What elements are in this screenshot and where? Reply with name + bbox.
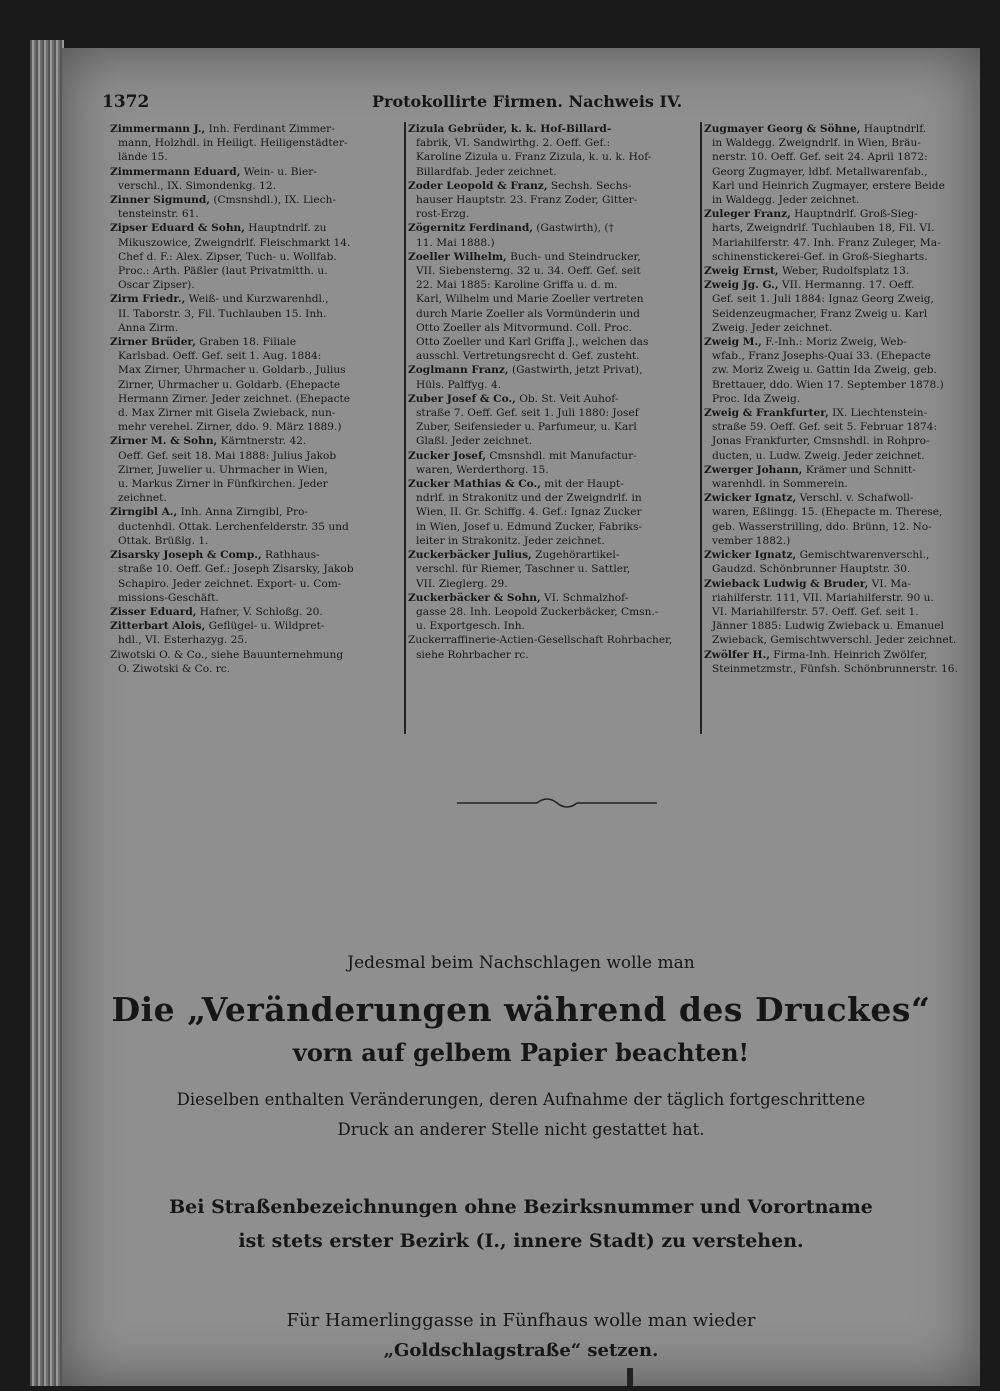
notice-line-5: Druck an anderer Stelle nicht gestattet hat.	[337, 1120, 705, 1139]
firm-name: Zisser Eduard,	[110, 605, 197, 618]
entry-line: mehr verehel. Zirner, ddo. 9. März 1889.)	[118, 421, 342, 434]
directory-entry	[110, 221, 400, 292]
entry-line: Anna Zirm.	[118, 321, 179, 334]
page-number: 1372	[102, 92, 150, 112]
firm-name: Zirner Brüder,	[110, 336, 196, 349]
notice-line-6: Bei Straßenbezeichnungen ohne Bezirksnummer und Vorortname	[169, 1196, 873, 1218]
entry-line: Glaßl. Jeder zeichnet.	[416, 435, 533, 448]
entry-line: warenhdl. in Sommerein.	[712, 478, 848, 491]
entry-line: Seidenzeugmacher, Franz Zweig u. Karl	[712, 307, 928, 320]
entry-text: Ob. St. Veit Auhof-	[515, 392, 619, 405]
page-stack-edge	[30, 40, 64, 1386]
entry-line: Oeff. Gef. seit 18. Mai 1888: Julius Jakob	[118, 449, 337, 462]
firm-name: Zwieback Ludwig & Bruder,	[704, 577, 869, 590]
entry-line: Brettauer, ddo. Wien 17. September 1878.)	[712, 378, 944, 391]
entry-line: Karl, Wilhelm und Marie Zoeller vertreten	[416, 293, 644, 306]
entry-text: VI. Ma-	[868, 577, 911, 590]
entry-line: Georg Zugmayer, ldbf. Metallwarenfab.,	[712, 165, 928, 178]
entry-line: Jänner 1885: Ludwig Zwieback u. Emanuel	[712, 620, 944, 633]
entry-text: Wein- u. Bier-	[240, 165, 317, 178]
entry-line: Zweig. Jeder zeichnet.	[712, 321, 833, 334]
firm-name: Zizula Gebrüder, k. k. Hof-Billard-	[408, 123, 612, 135]
entry-line: straße 10. Oeff. Gef.: Joseph Zisarsky, Jakob	[118, 563, 354, 576]
entry-line	[110, 505, 400, 519]
entry-line: Karl und Heinrich Zugmayer, erstere Beide	[712, 179, 945, 192]
firm-name: Zimmermann Eduard,	[110, 165, 241, 178]
entry-line	[110, 193, 400, 207]
directory-entry	[110, 605, 400, 619]
entry-line	[408, 392, 700, 406]
directory-entry	[110, 335, 400, 434]
firm-name: Zwölfer H.,	[704, 648, 770, 661]
entry-text: Gemischtwarenverschl.,	[796, 549, 930, 562]
entry-line: Otto Zoeller und Karl Griffa J., welchen das	[416, 336, 649, 349]
firm-name: Zweig & Frankfurter,	[704, 407, 829, 420]
entry-line	[408, 591, 700, 605]
entry-line	[110, 648, 400, 662]
entry-line: wfab., Franz Josephs-Quai 33. (Ehepacte	[712, 350, 931, 363]
entry-text: Zugehörartikel-	[531, 549, 620, 562]
directory-entry	[704, 207, 980, 264]
entry-line: hdl., VI. Esterhazyg. 25.	[118, 634, 248, 647]
entry-line	[408, 548, 700, 562]
entry-line: tensteinstr. 61.	[118, 208, 199, 221]
entry-line	[110, 605, 400, 619]
directory-page	[62, 48, 980, 1386]
entry-line	[110, 292, 400, 306]
firm-name: Zwerger Johann,	[704, 463, 803, 476]
entry-line: VII. Zieglerg. 29.	[416, 577, 508, 590]
entry-text: Firma-Inh. Heinrich Zwölfer,	[769, 648, 928, 661]
firm-name: Zwicker Ignatz,	[704, 492, 797, 505]
entry-line: in Wien, Josef u. Edmund Zucker, Fabriks-	[416, 520, 643, 533]
page-header	[62, 88, 980, 118]
entry-line	[408, 179, 700, 193]
firm-name: Zirngibl A.,	[110, 506, 178, 519]
notice-subheadline: vorn auf gelbem Papier beachten!	[292, 1038, 750, 1067]
entry-line	[110, 165, 400, 179]
column-1	[110, 122, 400, 732]
entry-line: d. Max Zirner mit Gisela Zwieback, nun-	[118, 407, 336, 420]
entry-line: vember 1882.)	[712, 534, 791, 547]
entry-line: Proc. Ida Zweig.	[712, 392, 801, 405]
notice-line-7: ist stets erster Bezirk (I., innere Stadt) zu verstehen.	[238, 1230, 804, 1252]
entry-line: u. Exportgesch. Inh.	[416, 620, 525, 633]
firm-name: Zuber Josef & Co.,	[408, 392, 516, 405]
entry-line	[704, 648, 980, 662]
entry-line: zeichnet.	[118, 492, 167, 505]
entry-line	[704, 122, 980, 136]
entry-text: Verschl. v. Schafwoll-	[796, 492, 914, 505]
firm-name: Zitterbart Alois,	[110, 620, 206, 633]
entry-line: Zirner, Juwelier u. Uhrmacher in Wien,	[118, 463, 328, 476]
entry-text: Buch- und Steindrucker,	[506, 250, 641, 263]
entry-line	[408, 363, 700, 377]
entry-text: Hauptndrlf.	[860, 123, 927, 135]
firm-name: Zirner M. & Sohn,	[110, 435, 218, 448]
directory-entry	[704, 463, 980, 491]
notice-line-4: Dieselben enthalten Veränderungen, deren Aufnahme der täglich fortgeschrittene	[176, 1090, 866, 1109]
directory-entry	[704, 264, 980, 278]
firm-name: Zucker Josef,	[408, 449, 487, 462]
entry-text: VII. Hermanng. 17. Oeff.	[778, 279, 915, 292]
directory-entry	[408, 363, 700, 391]
entry-text: Kärntnerstr. 42.	[217, 435, 307, 448]
entry-line: Karlsbad. Oeff. Gef. seit 1. Aug. 1884:	[118, 350, 322, 363]
entry-line: rost-Erzg.	[416, 208, 470, 221]
entry-text: Rathhaus-	[261, 549, 320, 562]
entry-line	[704, 463, 980, 477]
entry-text: Ziwotski O. & Co., siehe Bauunternehmung	[110, 648, 344, 661]
entry-text: Graben 18. Filiale	[195, 336, 297, 349]
entry-line	[408, 633, 700, 647]
column-rule	[700, 122, 702, 734]
entry-text: Cmsnshdl. mit Manufactur-	[486, 449, 637, 462]
entry-line: 22. Mai 1885: Karoline Griffa u. d. m.	[416, 279, 618, 292]
entry-text: VI. Schmalzhof-	[540, 591, 629, 604]
directory-entry	[110, 505, 400, 548]
directory-entry	[704, 548, 980, 576]
firm-name: Zuckerbäcker & Sohn,	[408, 591, 541, 604]
column-rule	[404, 122, 406, 734]
firm-name: Zwicker Ignatz,	[704, 549, 797, 562]
entry-line: waren, Eßlingg. 15. (Ehepacte m. Therese,	[712, 506, 943, 519]
entry-line: harts, Zweigndrlf. Tuchlauben 18, Fil. VI.	[712, 222, 935, 235]
entry-line: mann, Holzhdl. in Heiligt. Heiligenstädter-	[118, 137, 348, 150]
entry-line	[110, 434, 400, 448]
entry-line: VI. Mariahilferstr. 57. Oeff. Gef. seit 1.	[712, 605, 919, 618]
entry-line: Billardfab. Jeder zeichnet.	[416, 165, 557, 178]
entry-line: straße 7. Oeff. Gef. seit 1. Juli 1880: Josef	[416, 407, 639, 420]
entry-text: mit der Haupt-	[540, 478, 624, 491]
firm-name: Zoglmann Franz,	[408, 364, 509, 377]
firm-name: Zinner Sigmund,	[110, 194, 210, 207]
notice-line-9: „Goldschlagstraße“ setzen.	[383, 1340, 659, 1361]
firm-name: Zögernitz Ferdinand,	[408, 222, 533, 235]
notice-headline: Die „Veränderungen während des Druckes“	[111, 990, 931, 1029]
entry-text: Inh. Ferdinant Zimmer-	[205, 123, 335, 135]
entry-text: Inh. Anna Zirngibl, Pro-	[177, 506, 308, 519]
directory-entry	[110, 292, 400, 335]
entry-line: ndrlf. in Strakonitz und der Zweigndrlf. in	[416, 492, 642, 505]
entry-line: in Waldegg. Zweigndrlf. in Wien, Bräu-	[712, 137, 921, 150]
entry-line	[110, 335, 400, 349]
entry-line: Karoline Zizula u. Franz Zizula, k. u. k. Hof-	[416, 151, 652, 164]
directory-entry	[408, 633, 700, 661]
entry-line: ausschl. Vertretungsrecht d. Gef. zusteht.	[416, 350, 640, 363]
entry-line: in Waldegg. Jeder zeichnet.	[712, 194, 860, 207]
entry-text: Weber, Rudolfsplatz 13.	[778, 265, 910, 278]
entry-line: Jonas Frankfurter, Cmsnshdl. in Rohpro-	[712, 435, 930, 448]
entry-line: straße 59. Oeff. Gef. seit 5. Februar 1874:	[712, 421, 938, 434]
entry-text: Krämer und Schnitt-	[802, 463, 916, 476]
directory-entry	[408, 548, 700, 591]
entry-line: gasse 28. Inh. Leopold Zuckerbäcker, Cmsn.-	[416, 605, 659, 618]
directory-entry	[704, 335, 980, 406]
entry-line: ducten, u. Ludw. Zweig. Jeder zeichnet.	[712, 449, 925, 462]
entry-text: Geflügel- u. Wildpret-	[205, 620, 325, 633]
entry-line: Max Zirner, Uhrmacher u. Goldarb., Julius	[118, 364, 346, 377]
firm-name: Zisarsky Joseph & Comp.,	[110, 549, 262, 562]
entry-line: waren, Werderthorg. 15.	[416, 463, 549, 476]
notice-line-1: Jedesmal beim Nachschlagen wolle man	[347, 953, 695, 973]
entry-line: VII. Siebensterng. 32 u. 34. Oeff. Gef. seit	[416, 265, 641, 278]
entry-line	[704, 406, 980, 420]
firm-name: Zugmayer Georg & Söhne,	[704, 123, 861, 135]
entry-line: siehe Rohrbacher rc.	[416, 648, 529, 661]
directory-entry	[110, 165, 400, 193]
entry-line: lände 15.	[118, 151, 168, 164]
entry-text: (Gastwirth, jetzt Privat),	[508, 364, 643, 377]
entry-line: missions-Geschäft.	[118, 591, 219, 604]
entry-line: leiter in Strakonitz. Jeder zeichnet.	[416, 534, 605, 547]
directory-entry	[408, 392, 700, 449]
directory-entry	[408, 591, 700, 634]
entry-line	[704, 278, 980, 292]
entry-line	[704, 335, 980, 349]
entry-text: Hauptndrlf. Groß-Sieg-	[790, 208, 918, 221]
entry-line	[408, 477, 700, 491]
firm-name: Zuleger Franz,	[704, 208, 791, 221]
directory-entry	[110, 648, 400, 676]
directory-entry	[408, 477, 700, 548]
entry-line: verschl., IX. Simondenkg. 12.	[118, 179, 277, 192]
firm-name: Zweig Ernst,	[704, 265, 779, 278]
firm-name: Zimmermann J.,	[110, 123, 206, 135]
entry-line	[110, 619, 400, 633]
notice-line-8: Für Hamerlinggasse in Fünfhaus wolle man wieder	[286, 1310, 756, 1331]
directory-entry	[110, 122, 400, 165]
entry-line: Mariahilferstr. 47. Inh. Franz Zuleger, Ma-	[712, 236, 941, 249]
entry-line: nerstr. 10. Oeff. Gef. seit 24. April 1872:	[712, 151, 928, 164]
entry-text: IX. Liechtenstein-	[828, 407, 928, 420]
entry-line	[408, 250, 700, 264]
entry-line	[704, 264, 980, 278]
firm-name: Zoder Leopold & Franz,	[408, 179, 548, 192]
entry-text: Sechsh. Sechs-	[547, 179, 632, 192]
entry-line: Wien, II. Gr. Schiffg. 4. Gef.: Ignaz Zucker	[416, 506, 642, 519]
directory-entry	[704, 406, 980, 463]
entry-line: Ottak. Brüßlg. 1.	[118, 534, 209, 547]
entry-text: Zuckerraffinerie-Actien-Gesellschaft Rohrbacher,	[408, 634, 673, 647]
entry-line: ductenhdl. Ottak. Lerchenfelderstr. 35 und	[118, 520, 349, 533]
directory-entry	[110, 434, 400, 505]
running-title: Protokollirte Firmen. Nachweis IV.	[372, 92, 683, 111]
directory-entry	[110, 619, 400, 647]
directory-entry	[110, 193, 400, 221]
column-2	[408, 122, 700, 732]
column-3	[704, 122, 980, 732]
entry-line: Steinmetzmstr., Fünfsh. Schönbrunnerstr. 16.	[712, 662, 958, 675]
directory-entry	[408, 221, 700, 249]
entry-line: zw. Moriz Zweig u. Gattin Ida Zweig, geb.	[712, 364, 937, 377]
entry-line: Oscar Zipser).	[118, 279, 195, 292]
entry-line	[110, 548, 400, 562]
entry-line	[408, 221, 700, 235]
firm-name: Zuckerbäcker Julius,	[408, 549, 532, 562]
directory-entry	[408, 449, 700, 477]
entry-line: Chef d. F.: Alex. Zipser, Tuch- u. Wollfab.	[118, 250, 337, 263]
directory-entry	[704, 648, 980, 676]
entry-line: Gaudzd. Schönbrunner Hauptstr. 30.	[712, 563, 911, 576]
directory-entry	[110, 548, 400, 605]
entry-line: durch Marie Zoeller als Vormünderin und	[416, 307, 640, 320]
entry-line: hauser Hauptstr. 23. Franz Zoder, Gitter-	[416, 194, 638, 207]
firm-name: Zweig M.,	[704, 336, 762, 349]
entry-line: 11. Mai 1888.)	[416, 236, 495, 249]
entry-text: (Cmsnshdl.), IX. Liech-	[209, 194, 337, 207]
entry-line: geb. Wasserstrilling, ddo. Brünn, 12. No-	[712, 520, 932, 533]
entry-line	[110, 122, 400, 136]
directory-entry	[408, 179, 700, 222]
entry-line	[704, 207, 980, 221]
entry-line	[704, 491, 980, 505]
entry-line: Gef. seit 1. Juli 1884: Ignaz Georg Zweig,	[712, 293, 934, 306]
firm-name: Zoeller Wilhelm,	[408, 250, 507, 263]
entry-line: riahilferstr. 111, VII. Mariahilferstr. 90 u.	[712, 591, 934, 604]
firm-name: Zipser Eduard & Sohn,	[110, 222, 245, 235]
entry-line: Mikuszowice, Zweigndrlf. Fleischmarkt 14.	[118, 236, 351, 249]
entry-line	[408, 449, 700, 463]
entry-line: Hermann Zirner. Jeder zeichnet. (Ehepacte	[118, 392, 351, 405]
entry-line: schinenstickerei-Gef. in Groß-Siegharts.	[712, 250, 928, 263]
entry-line: II. Taborstr. 3, Fil. Tuchlauben 15. Inh.	[118, 307, 327, 320]
directory-entry	[704, 577, 980, 648]
directory-entry	[704, 491, 980, 548]
entry-line: Zuber, Seifensieder u. Parfumeur, u. Karl	[416, 421, 637, 434]
page-mark	[627, 1368, 633, 1386]
firm-name: Zucker Mathias & Co.,	[408, 478, 541, 491]
entry-text: Hauptndrlf. zu	[244, 222, 327, 235]
directory-entry	[704, 278, 980, 335]
entry-line: Schapiro. Jeder zeichnet. Export- u. Com-	[118, 577, 342, 590]
entry-line	[704, 548, 980, 562]
entry-text: Hafner, V. Schloßg. 20.	[196, 605, 323, 618]
ornament-divider	[457, 793, 657, 813]
directory-entry	[704, 122, 980, 207]
entry-line: Zwieback, Gemischtwverschl. Jeder zeichnet.	[712, 634, 957, 647]
entry-line: Otto Zoeller als Mitvormund. Coll. Proc.	[416, 321, 632, 334]
entry-line: Hüls. Palffyg. 4.	[416, 378, 502, 391]
entry-line: O. Ziwotski & Co. rc.	[118, 662, 231, 675]
entry-line	[110, 221, 400, 235]
firm-name: Zirm Friedr.,	[110, 293, 186, 306]
entry-line	[408, 122, 700, 136]
entry-line: Zirner, Uhrmacher u. Goldarb. (Ehepacte	[118, 378, 341, 391]
entry-line	[704, 577, 980, 591]
directory-entry	[408, 122, 700, 179]
entry-line: fabrik, VI. Sandwirthg. 2. Oeff. Gef.:	[416, 137, 611, 150]
directory-entry	[408, 250, 700, 364]
entry-text: (Gastwirth), (†	[532, 222, 614, 235]
entry-line: Proc.: Arth. Päßler (laut Privatmitth. u.	[118, 265, 328, 278]
entry-text: Weiß- und Kurzwarenhdl.,	[185, 293, 329, 306]
entry-line: u. Markus Zirner in Fünfkirchen. Jeder	[118, 478, 328, 491]
entry-text: F.-Inh.: Moriz Zweig, Web-	[761, 336, 907, 349]
entry-line: verschl. für Riemer, Taschner u. Sattler,	[416, 563, 631, 576]
firm-name: Zweig Jg. G.,	[704, 279, 779, 292]
